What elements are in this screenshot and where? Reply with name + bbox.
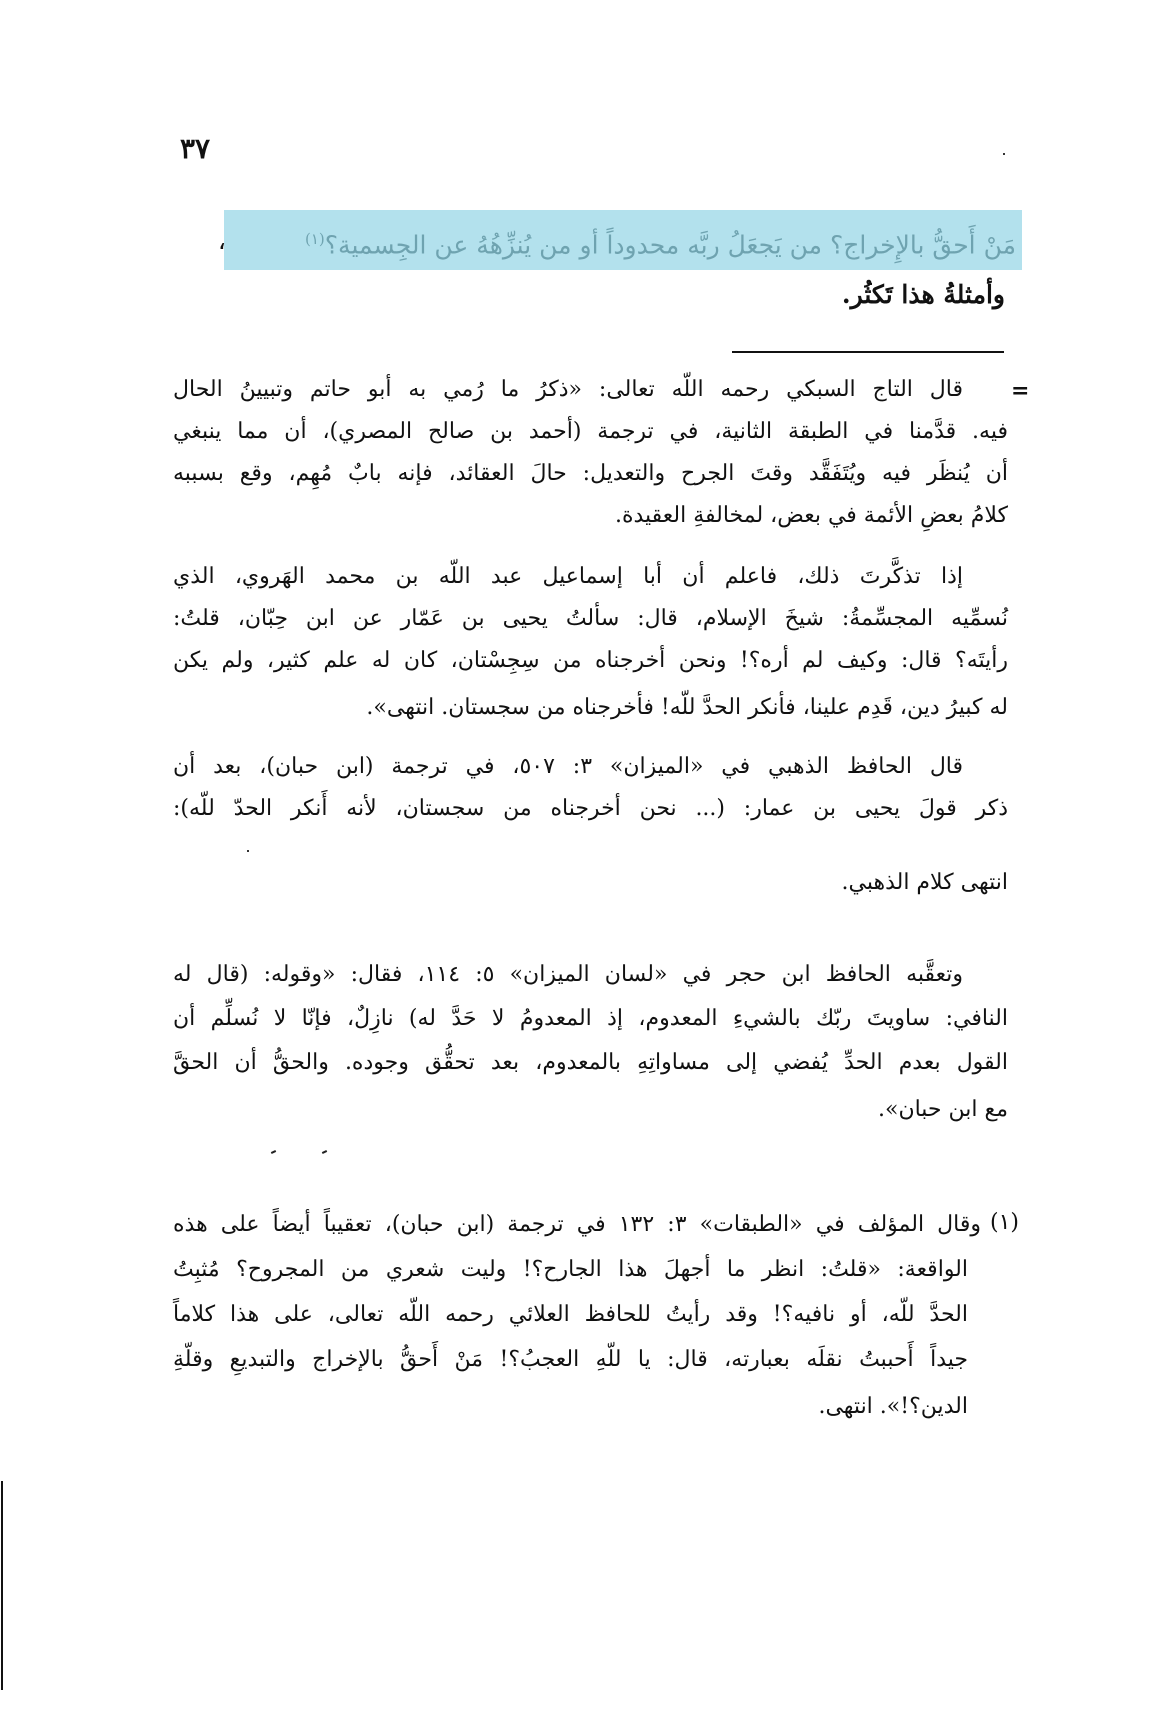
scan-edge-line: [1, 1481, 3, 1690]
footnote-ref: (١): [305, 230, 325, 248]
scan-speck: [247, 850, 249, 852]
highlighted-text: مَنْ أَحقُّ بالإِخراج؟ من يَجعَلُ ربَّه محدوداً أو من يُنزِّهُهُ عن الجِسمية؟: [324, 230, 1016, 260]
page-number: ٣٧: [180, 132, 211, 165]
footnote-marker: (١): [990, 1210, 1020, 1235]
body-line: مع ابن حبان».: [877, 1097, 1008, 1122]
body-line: وتعقَّبه الحافظ ابن حجر في «لسان الميزان» ٥: ١١٤، فقال: «وقوله: (قال له: [173, 962, 963, 987]
body-line: إذا تذكَّرتَ ذلك، فاعلم أن أبا إسماعيل عبد اللّه بن محمد الهَروي، الذي: [173, 564, 963, 589]
body-line: نُسمِّيه المجسِّمةُ: شيخَ الإسلام، قال: سألتُ يحيى بن عَمّار عن ابن حِبّان، قلتُ:: [173, 606, 1008, 631]
continuation-mark: =: [1011, 378, 1030, 404]
body-line: قال الحافظ الذهبي في «الميزان» ٣: ٥٠٧، في ترجمة (ابن حبان)، بعد أن: [173, 754, 964, 779]
footnote-line: الحدَّ للّه، أو نافيه؟! وقد رأيتُ للحافظ العلائي رحمه اللّه تعالى، على هذا كلاماً: [173, 1302, 968, 1327]
trailing-comma: ،: [217, 226, 226, 255]
body-line: رأيتَه؟ قال: وكيف لم أره؟! ونحن أخرجناه من سِجِسْتان، كان له علم كثير، ولم يكن: [173, 648, 1009, 673]
footnote-line: جيداً أَحببتُ نقلَه بعبارته، قال: يا للّهِ العجبُ؟! مَنْ أَحقُّ بالإخراج والتبديعِ وقلّةِ: [173, 1347, 968, 1372]
body-line: له كبيرُ دين، قَدِم علينا، فأنكر الحدَّ للّه! فأخرجناه من سجستان. انتهى».: [366, 695, 1008, 720]
scan-speck: [1003, 153, 1005, 155]
body-line: أن يُنظَر فيه ويُتَفَقَّد وقتَ الجرح والتعديل: حالَ العقائد، فإنه بابٌ مُهِم، وقع بسببه: [173, 461, 1008, 486]
body-line: القول بعدم الحدِّ يُفضي إلى مساواتِهِ بالمعدوم، بعد تحقُّق وجوده. والحقُّ أن الحقَّ: [173, 1050, 1008, 1075]
body-line: قال التاج السبكي رحمه اللّه تعالى: «ذكرُ ما رُمي به أبو حاتم وتبيينُ الحال: [173, 377, 963, 402]
body-line: انتهى كلام الذهبي.: [841, 870, 1008, 895]
body-line: فيه. قدَّمنا في الطبقة الثانية، في ترجمة (أحمد بن صالح المصري)، أن مما ينبغي: [173, 419, 1008, 444]
scan-speck: [271, 1150, 276, 1154]
highlighted-sentence[interactable]: [228, 222, 1016, 262]
footnote-separator: [732, 351, 1004, 353]
footnote-line: الواقعة: «قلتُ: انظر ما أجهلَ هذا الجارح؟! وليت شعري من المجروح؟ مُثبِتُ: [173, 1257, 968, 1282]
conclusion-line: وأمثلةُ هذا تَكثُر.: [841, 280, 1005, 309]
footnote-line: الدين؟!». انتهى.: [818, 1394, 968, 1419]
body-line: النافي: ساويتَ ربّك بالشيءِ المعدوم، إذ المعدومُ لا حَدَّ له) نازِلٌ، فإنّا لا نُسلِّم أن: [173, 1006, 1008, 1031]
body-line: ذكر قولَ يحيى بن عمار: (... نحن أخرجناه من سجستان، لأنه أَنكر الحدّ للّه):: [173, 796, 1008, 821]
scan-speck: [322, 1150, 327, 1154]
body-line: كلامُ بعضِ الأئمة في بعض، لمخالفةِ العقيدة.: [614, 503, 1008, 528]
footnote-line: وقال المؤلف في «الطبقات» ٣: ١٣٢ في ترجمة (ابن حبان)، تعقيباً أيضاً على هذه: [173, 1212, 982, 1237]
